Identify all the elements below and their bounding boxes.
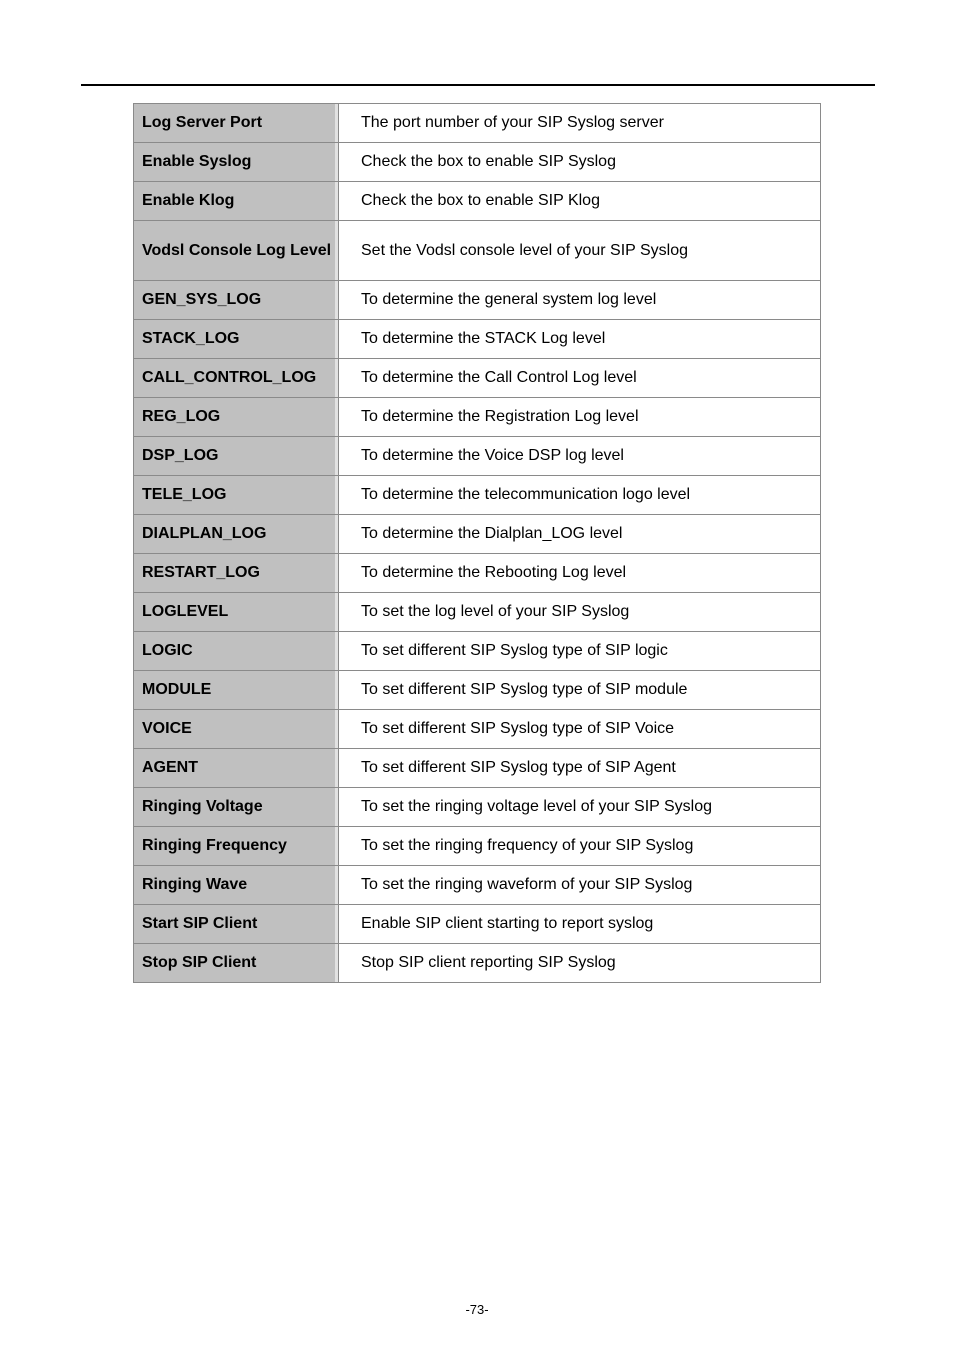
table-row — [134, 632, 821, 671]
param-name: REG_LOG — [134, 398, 339, 437]
table-row — [134, 827, 821, 866]
param-name: Ringing Voltage — [134, 788, 339, 827]
param-description: To set different SIP Syslog type of SIP Agent — [339, 749, 821, 788]
param-description: To determine the Call Control Log level — [339, 359, 821, 398]
table-row — [134, 749, 821, 788]
param-name: Enable Syslog — [134, 143, 339, 182]
param-name: AGENT — [134, 749, 339, 788]
param-name: LOGIC — [134, 632, 339, 671]
table-row — [134, 437, 821, 476]
table-row — [134, 143, 821, 182]
param-description: Enable SIP client starting to report syslog — [339, 905, 821, 944]
param-description: To set different SIP Syslog type of SIP module — [339, 671, 821, 710]
param-name: GEN_SYS_LOG — [134, 281, 339, 320]
param-description: To determine the general system log level — [339, 281, 821, 320]
param-name: STACK_LOG — [134, 320, 339, 359]
param-description: Check the box to enable SIP Syslog — [339, 143, 821, 182]
table-row — [134, 593, 821, 632]
table-row — [134, 710, 821, 749]
param-description: To set the ringing frequency of your SIP Syslog — [339, 827, 821, 866]
param-name: Ringing Frequency — [134, 827, 339, 866]
param-name: CALL_CONTROL_LOG — [134, 359, 339, 398]
param-description: To determine the Registration Log level — [339, 398, 821, 437]
param-name: DIALPLAN_LOG — [134, 515, 339, 554]
table-row — [134, 866, 821, 905]
param-description: To determine the telecommunication logo level — [339, 476, 821, 515]
param-description: To set different SIP Syslog type of SIP logic — [339, 632, 821, 671]
table-row — [134, 671, 821, 710]
param-name: TELE_LOG — [134, 476, 339, 515]
param-description: To set the ringing waveform of your SIP Syslog — [339, 866, 821, 905]
param-name: Ringing Wave — [134, 866, 339, 905]
table-row — [134, 398, 821, 437]
table-row — [134, 788, 821, 827]
param-description: To determine the Voice DSP log level — [339, 437, 821, 476]
param-name: Enable Klog — [134, 182, 339, 221]
table-row — [134, 359, 821, 398]
param-name: DSP_LOG — [134, 437, 339, 476]
param-description: To set the log level of your SIP Syslog — [339, 593, 821, 632]
param-name: RESTART_LOG — [134, 554, 339, 593]
table-row — [134, 944, 821, 983]
param-name: Vodsl Console Log Level — [134, 221, 339, 281]
table-row — [134, 476, 821, 515]
param-description: To determine the STACK Log level — [339, 320, 821, 359]
param-name: Start SIP Client — [134, 905, 339, 944]
table-row — [134, 515, 821, 554]
header-rule — [81, 84, 875, 86]
table-row — [134, 320, 821, 359]
param-name: LOGLEVEL — [134, 593, 339, 632]
param-name: Stop SIP Client — [134, 944, 339, 983]
syslog-parameter-table — [133, 103, 821, 983]
param-description: To determine the Dialplan_LOG level — [339, 515, 821, 554]
table-row — [134, 221, 821, 281]
param-description: Set the Vodsl console level of your SIP Syslog — [339, 221, 821, 281]
param-description: Stop SIP client reporting SIP Syslog — [339, 944, 821, 983]
page-number: -73- — [465, 1302, 489, 1317]
param-name: MODULE — [134, 671, 339, 710]
table-row — [134, 554, 821, 593]
param-name: Log Server Port — [134, 104, 339, 143]
param-description: To determine the Rebooting Log level — [339, 554, 821, 593]
table-row — [134, 281, 821, 320]
table-row — [134, 104, 821, 143]
param-name: VOICE — [134, 710, 339, 749]
table-row — [134, 905, 821, 944]
param-description: The port number of your SIP Syslog server — [339, 104, 821, 143]
param-description: To set the ringing voltage level of your SIP Syslog — [339, 788, 821, 827]
param-description: Check the box to enable SIP Klog — [339, 182, 821, 221]
table-row — [134, 182, 821, 221]
param-description: To set different SIP Syslog type of SIP Voice — [339, 710, 821, 749]
